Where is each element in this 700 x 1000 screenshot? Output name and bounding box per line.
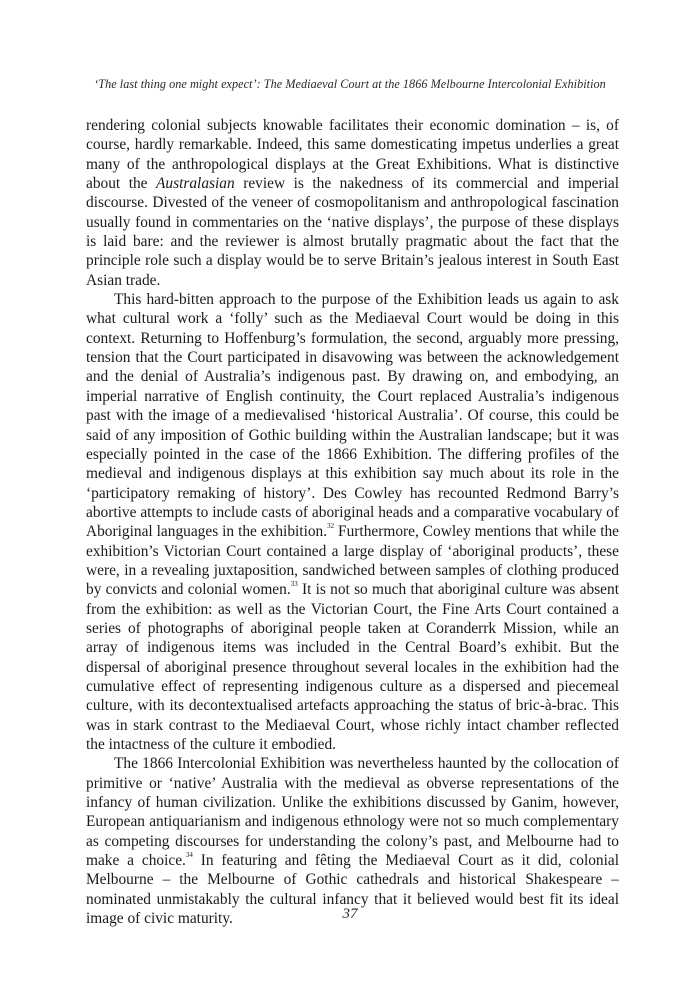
paragraph-3-text-a: The 1866 Intercolonial Exhibition was nevertheless haunted by the collocation of primitive or ‘native’ Australia with the medieval as obverse representations of the infancy of human civilization. Unlike the exhibitions discussed by Ganim, however, European antiquarianism and indigenous ethnology were not so much complementary as competing discourses for understanding the colony’s past, and Melbourne had to make a choice. [86,755,619,870]
paragraph-1-italic: Australasian [156,175,235,193]
paragraph-1-text-a: rendering colonial subjects knowable facilitates their economic domination – is, of course, hardly remarkable. Indeed, this same domesticating impetus underlies a great many of the anthropological displays at the Great Exhibitions. What is distinctive about the [86,117,619,193]
paragraph-1-text-b: review is the nakedness of its commercial and imperial discourse. Divested of the veneer of cosmopolitanism and anthropological fascination usually found in commentaries on the ‘native displays’, the purpose of these displays is laid bare: and the reviewer is almost brutally pragmatic about the fact that the principle role such a display would be to serve Britain’s jealous interest in South East Asian trade. [86,175,619,289]
paragraph-2-text-a: This hard-bitten approach to the purpose of the Exhibition leads us again to ask what cultural work a ‘folly’ such as the Mediaeval Court would be doing in this context. Returning to Hoffenburg’s formulation, the second, arguably more pressing, tension that the Court participated in disavowing was between the acknowledgement and the denial of Australia’s indigenous past. By drawing on, and embodying, an imperial narrative of English continuity, the Court replaced Australia’s indigenous past with the image of a medievalised ‘historical Australia’. Of course, this could be said of any imposition of Gothic building within the Australian landscape; but it was especially pointed in the case of the 1866 Exhibition. The differing profiles of the medieval and indigenous displays at this exhibition say much about its role in the ‘participatory remaking of history’. Des Cowley has recounted Redmond Barry’s abortive attempts to include casts of aboriginal heads and a comparative vocabulary of Aboriginal languages in the exhibition. [86,291,619,541]
body-text [86,116,619,928]
running-head: ‘The last thing one might expect’: The Mediaeval Court at the 1866 Melbourne Intercolonial Exhibition [94,77,606,91]
footnote-ref-34[interactable]: 34 [185,850,193,859]
paragraph-2-text-b: Furthermore, Cowley mentions that while the exhibition’s Victorian Court contained a large display of ‘aboriginal products’, these were, in a revealing juxtaposition, sandwiched between samples of clothing produced by convicts and colonial women. [86,523,619,599]
footnote-ref-33[interactable]: 33 [290,580,298,589]
paragraph-3 [86,754,619,928]
page-number: 37 [342,906,358,922]
footnote-ref-32[interactable]: 32 [327,522,335,531]
paragraph-3-text-b: In featuring and fêting the Mediaeval Court as it did, colonial Melbourne – the Melbourne of Gothic cathedrals and historical Shakespeare – nominated unmistakably the cultural infancy that it believed would best fit its ideal image of civic maturity. [86,852,619,928]
paragraph-1 [86,116,619,290]
paragraph-2 [86,290,619,754]
paragraph-2-text-c: It is not so much that aboriginal culture was absent from the exhibition: as well as the Victorian Court, the Fine Arts Court contained a series of photographs of aboriginal people taken at Coranderrk Mission, while an array of indigenous items was included in the Central Board’s exhibit. But the dispersal of aboriginal presence throughout several locales in the exhibition had the cumulative effect of representing indigenous culture as a dispersed and piecemeal culture, with its decontextualised artefacts approaching the status of bric-à-brac. This was in stark contrast to the Mediaeval Court, whose richly intact chamber reflected the intactness of the culture it embodied. [86,581,619,753]
